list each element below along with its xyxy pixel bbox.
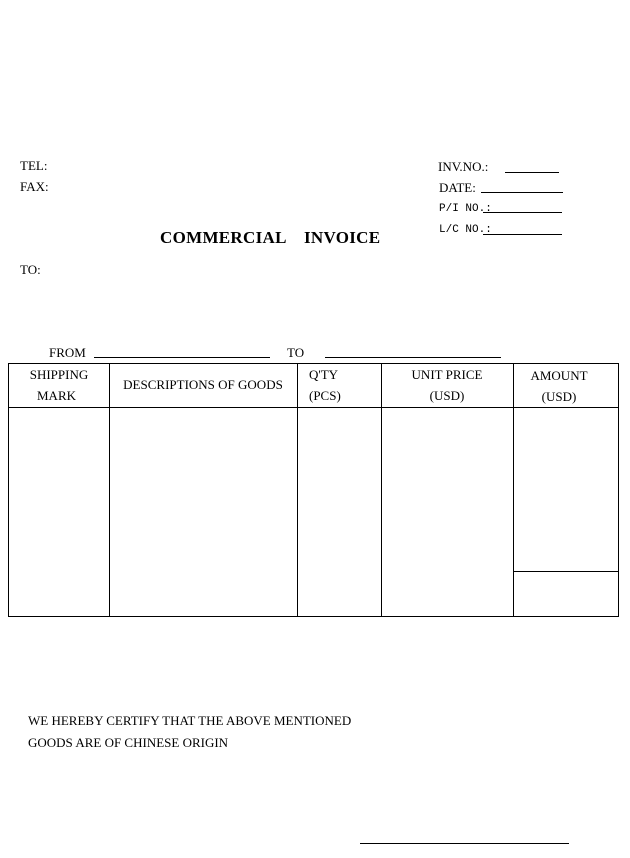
column-header-amount: AMOUNT (USD) <box>530 368 588 404</box>
consignee-label: TO: <box>20 262 41 277</box>
column-header-qty: Q'TY (PCS) <box>309 367 341 403</box>
date-field[interactable] <box>481 192 563 193</box>
route-to-field[interactable] <box>325 357 501 358</box>
column-header-descriptions: DESCRIPTIONS OF GOODS <box>123 377 283 392</box>
route-from-field[interactable] <box>94 357 270 358</box>
pi-no-field[interactable] <box>483 212 562 213</box>
route-to-label: TO <box>287 345 305 360</box>
tel-label: TEL: <box>20 158 48 173</box>
certification-line-1: WE HEREBY CERTIFY THAT THE ABOVE MENTIONED <box>28 713 352 728</box>
certification-line-2: GOODS ARE OF CHINESE ORIGIN <box>28 735 229 750</box>
table-header-divider <box>9 407 618 408</box>
column-divider <box>109 364 110 616</box>
page-title: COMMERCIAL INVOICE <box>160 228 381 247</box>
pi-no-label: P/I NO.: <box>439 203 492 215</box>
date-label: DATE: <box>439 180 476 195</box>
inv-no-field[interactable] <box>505 172 559 173</box>
inv-no-label: INV.NO.: <box>438 159 489 174</box>
column-header-shipping-mark: SHIPPING MARK <box>29 367 89 403</box>
column-header-unit-price: UNIT PRICE (USD) <box>411 367 483 403</box>
signature-line[interactable] <box>360 843 569 844</box>
fax-label: FAX: <box>20 179 49 194</box>
amount-total-divider <box>513 571 618 572</box>
route-from-label: FROM <box>49 345 86 360</box>
lc-no-label: L/C NO.: <box>439 224 492 236</box>
invoice-table <box>8 363 619 617</box>
lc-no-field[interactable] <box>483 234 562 235</box>
